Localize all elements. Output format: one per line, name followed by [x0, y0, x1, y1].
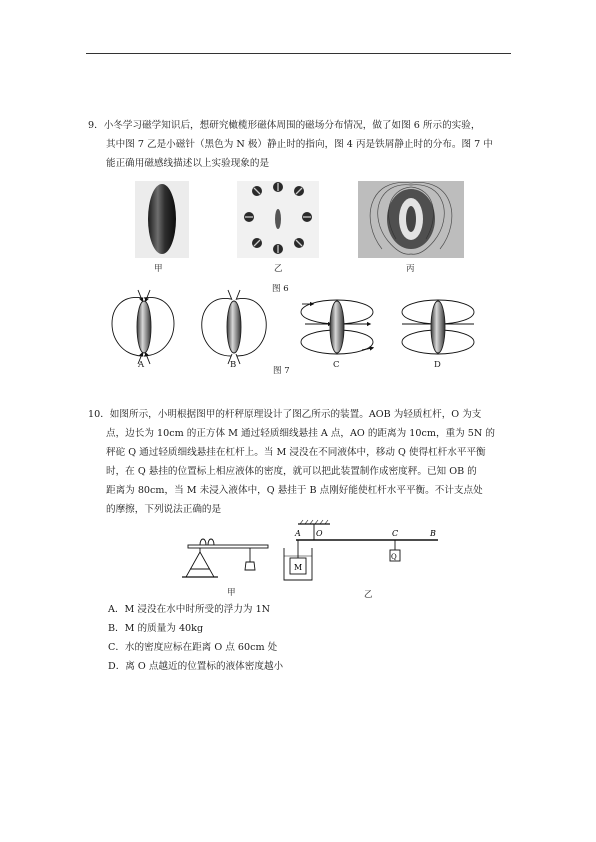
option-label-c: C — [333, 360, 340, 370]
point-label-c: C — [392, 529, 399, 538]
photo-iron-filings — [358, 181, 464, 258]
option-label-d: D — [434, 360, 441, 370]
q10-line-2: 点，边长为 10cm 的正方体 M 通过轻质细线悬挂 A 点，AO 的距离为 10cm，重为 5N 的 — [106, 428, 495, 439]
figure-yi-label: 乙 — [364, 590, 373, 600]
photo-label-jia: 甲 — [154, 264, 163, 274]
photo-olive-magnet — [135, 181, 189, 258]
compass-needles-image — [237, 181, 319, 258]
q10-option-a: A．M 浸没在水中时所受的浮力为 1N — [108, 604, 271, 615]
option-label-b: B — [230, 360, 237, 370]
photo-label-yi: 乙 — [274, 264, 283, 274]
figure-7-diagrams — [100, 286, 480, 376]
figure-7-label: 图 7 — [273, 366, 290, 376]
diagram-d — [402, 300, 474, 354]
q10-line-6: 的摩擦，下列说法正确的是 — [106, 504, 222, 515]
figure-6-label: 图 6 — [272, 284, 289, 294]
q10-option-c: C．水的密度应标在距离 O 点 60cm 处 — [108, 642, 278, 653]
q10-line-1: 10．如图所示，小明根据图甲的杆秤原理设计了图乙所示的装置。AOB 为轻质杠杆，O 为支 — [88, 409, 482, 420]
figure-jia-label: 甲 — [227, 588, 236, 598]
q10-option-d: D．离 O 点越近的位置标的液体密度越小 — [108, 661, 284, 672]
diagram-a — [112, 290, 174, 364]
point-label-a: A — [295, 529, 301, 538]
block-label-q: Q — [391, 553, 397, 561]
q10-line-4: 时，在 Q 悬挂的位置标上相应液体的密度，就可以把此装置制作成密度秤。已知 OB 的 — [106, 466, 477, 477]
header-rule — [86, 53, 511, 54]
photo-compass-needles — [237, 181, 319, 258]
diagram-b — [202, 290, 267, 364]
option-label-a: A — [138, 360, 145, 370]
point-label-o: O — [316, 529, 323, 538]
question-9-text — [88, 116, 516, 173]
point-label-b: B — [430, 529, 436, 538]
q10-option-b: B．M 的质量为 40kg — [108, 623, 204, 634]
diagram-c — [301, 300, 373, 354]
figure-jia-steelyard — [178, 532, 274, 586]
figure-yi-lever — [278, 518, 448, 588]
q9-line-1: 9．小冬学习磁学知识后，想研究橄榄形磁体周围的磁场分布情况，做了如图 6 所示的实验， — [88, 120, 481, 131]
q10-line-5: 距离为 80cm，当 M 未浸入液体中，Q 悬挂于 B 点刚好能使杠杆水平平衡。不计支点处 — [106, 485, 483, 496]
photo-label-bing: 丙 — [406, 264, 415, 274]
q10-line-3: 秤砣 Q 通过轻质细线悬挂在杠杆上。当 M 浸没在不同液体中，移动 Q 使得杠杆水平平衡 — [106, 447, 486, 458]
q9-line-2: 其中图 7 乙是小磁针（黑色为 N 极）静止时的指向，图 4 丙是铁屑静止时的分布。图 7 中 — [106, 139, 493, 150]
olive-magnet-image — [135, 181, 189, 258]
block-label-m: M — [294, 563, 303, 572]
iron-filings-image — [358, 181, 464, 258]
q9-line-3: 能正确用磁感线描述以上实验现象的是 — [106, 158, 270, 169]
question-10-text — [88, 405, 516, 519]
